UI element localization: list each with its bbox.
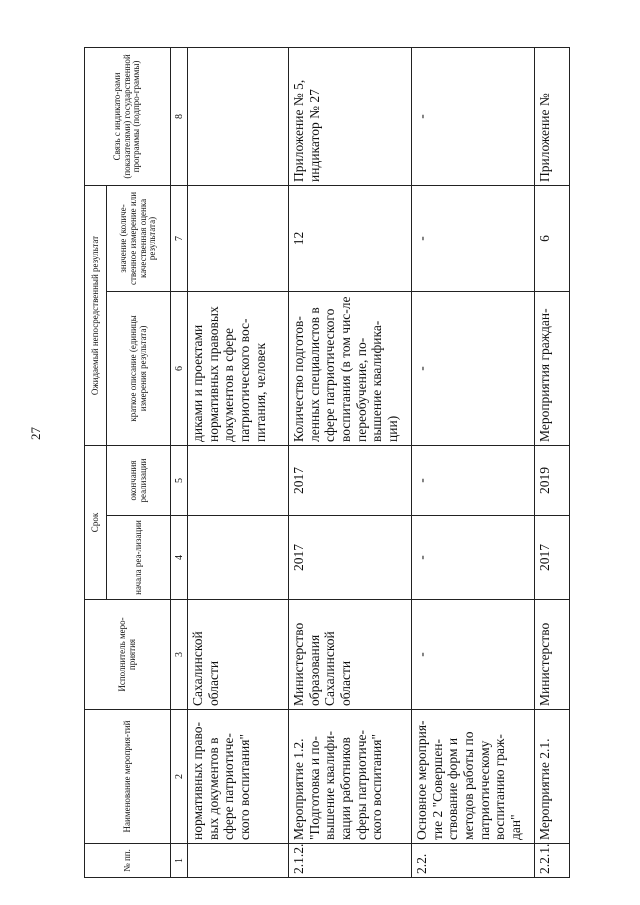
header-executor: Исполнитель меро-приятия bbox=[85, 600, 171, 710]
row-indicator-link: Приложение № bbox=[535, 47, 570, 185]
row-result-description: Количество подготов-ленных специалистов в сфере патриотического воспитания (в том чис-ле переобучение, по-вышение квалифика-ции) bbox=[289, 291, 412, 445]
header-result: Ожидаемый непосредственный результат bbox=[85, 185, 107, 445]
row-result-value bbox=[188, 185, 289, 291]
row-start bbox=[188, 516, 289, 600]
header-result-description: краткое описание (единицы измерения результата) bbox=[107, 291, 171, 445]
row-indicator-link: Приложение № 5, индикатор № 27 bbox=[289, 47, 412, 185]
row-start: 2017 bbox=[289, 516, 412, 600]
table-row bbox=[412, 47, 535, 877]
row-number bbox=[188, 844, 289, 878]
row-end: 2017 bbox=[289, 445, 412, 515]
row-name: Мероприятие 2.1. bbox=[535, 710, 570, 844]
row-start: - bbox=[412, 516, 535, 600]
table-row bbox=[535, 47, 570, 877]
row-name: Основное мероприя-тие 2 "Совершен-ствование форм и методов работы по патриотическому воспитанию граж-дан" bbox=[412, 710, 535, 844]
page-number: 27 bbox=[28, 427, 43, 440]
row-number: 2.2. bbox=[412, 844, 535, 878]
column-number: 7 bbox=[171, 185, 188, 291]
row-indicator-link: - bbox=[412, 47, 535, 185]
row-executor: Министерство bbox=[535, 600, 570, 710]
row-result-description: диками и проектами нормативных правовых документов в сфере патриотического вос-питания, человек bbox=[188, 291, 289, 445]
header-name: Наименование мероприя-тий bbox=[85, 710, 171, 844]
column-number: 8 bbox=[171, 47, 188, 185]
table-row bbox=[188, 47, 289, 877]
table-row bbox=[289, 47, 412, 877]
header-term-start: начала реа-лизации bbox=[107, 516, 171, 600]
row-result-description: Мероприятия граждан- bbox=[535, 291, 570, 445]
row-number: 2.1.2. bbox=[289, 844, 412, 878]
header-result-value: значение (количе-ственное измерение или качественная оценка результата) bbox=[107, 185, 171, 291]
row-end: - bbox=[412, 445, 535, 515]
header-term-end: окончания реализации bbox=[107, 445, 171, 515]
column-number: 6 bbox=[171, 291, 188, 445]
row-end: 2019 bbox=[535, 445, 570, 515]
row-name: Мероприятие 1.2. "Подготовка и по-вышение квалифи-кации работников сферы патриотиче-ского воспитания" bbox=[289, 710, 412, 844]
header-number: № пп. bbox=[85, 844, 171, 878]
column-number: 3 bbox=[171, 600, 188, 710]
row-indicator-link bbox=[188, 47, 289, 185]
rotated-table-container bbox=[84, 48, 564, 878]
row-start: 2017 bbox=[535, 516, 570, 600]
header-indicator-link: Связь с индикато-рами (показателями) государственной программы (подпро-граммы) bbox=[85, 47, 171, 185]
row-result-description: - bbox=[412, 291, 535, 445]
row-executor: Сахалинской области bbox=[188, 600, 289, 710]
column-number: 4 bbox=[171, 516, 188, 600]
header-term: Срок bbox=[85, 445, 107, 599]
row-name: нормативных право-вых документов в сфере патриотиче-ского воспитания" bbox=[188, 710, 289, 844]
row-executor: - bbox=[412, 600, 535, 710]
column-number: 5 bbox=[171, 445, 188, 515]
row-result-value: - bbox=[412, 185, 535, 291]
events-table bbox=[84, 47, 570, 878]
row-result-value: 6 bbox=[535, 185, 570, 291]
row-result-value: 12 bbox=[289, 185, 412, 291]
row-number: 2.2.1. bbox=[535, 844, 570, 878]
row-executor: Министерство образования Сахалинской области bbox=[289, 600, 412, 710]
row-end bbox=[188, 445, 289, 515]
column-number: 1 bbox=[171, 844, 188, 878]
column-number: 2 bbox=[171, 710, 188, 844]
